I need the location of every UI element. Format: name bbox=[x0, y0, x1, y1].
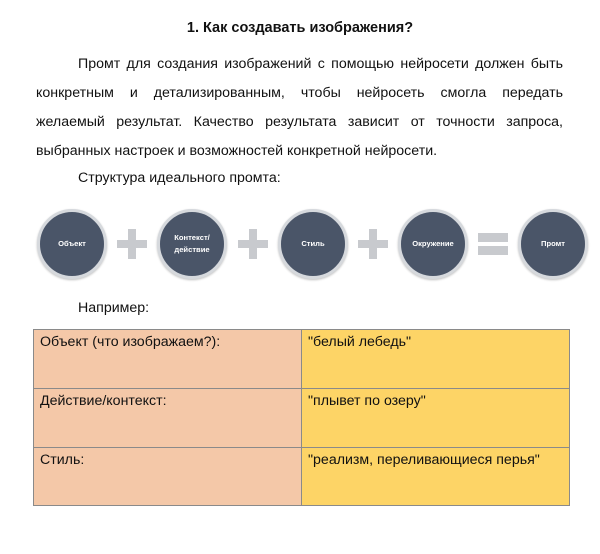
object-node bbox=[37, 209, 107, 279]
plus-icon bbox=[238, 229, 268, 259]
table-cell-value: "реализм, переливающиеся перья" bbox=[302, 448, 570, 506]
style-node-label: Стиль bbox=[301, 239, 325, 248]
object-node-label: Объект bbox=[58, 239, 86, 248]
style-node bbox=[278, 209, 348, 279]
prompt-node bbox=[518, 209, 588, 279]
plus-icon bbox=[358, 229, 388, 259]
table-cell-value: "плывет по озеру" bbox=[302, 389, 570, 448]
table-row bbox=[34, 330, 570, 389]
plus-icon bbox=[117, 229, 147, 259]
intro-paragraph bbox=[36, 50, 563, 166]
context-node-label: Контекст/ действие bbox=[174, 233, 210, 254]
prompt-structure-diagram bbox=[0, 205, 600, 285]
prompt-node-label: Промт bbox=[541, 239, 565, 248]
table-cell-label: Объект (что изображаем?): bbox=[34, 330, 302, 389]
environment-node bbox=[398, 209, 468, 279]
table-row bbox=[34, 448, 570, 506]
table-cell-label: Действие/контекст: bbox=[34, 389, 302, 448]
example-table bbox=[33, 329, 570, 506]
structure-label: Структура идеального промта: bbox=[78, 170, 281, 186]
equals-icon bbox=[478, 230, 508, 258]
environment-node-label: Окружение bbox=[412, 239, 454, 248]
section-heading: 1. Как создавать изображения? bbox=[186, 20, 414, 36]
context-node bbox=[157, 209, 227, 279]
table-cell-label: Стиль: bbox=[34, 448, 302, 506]
table-cell-value: "белый лебедь" bbox=[302, 330, 570, 389]
example-label: Например: bbox=[78, 300, 150, 316]
intro-paragraph-text: Промт для создания изображений с помощью нейросети должен быть конкретным и детализированным, чтобы нейросеть смогла передать желаемый результат. Качество результата зависит от точности запроса, выбранных настроек и возможностей конкретной нейросети. bbox=[36, 56, 563, 159]
table-row bbox=[34, 389, 570, 448]
